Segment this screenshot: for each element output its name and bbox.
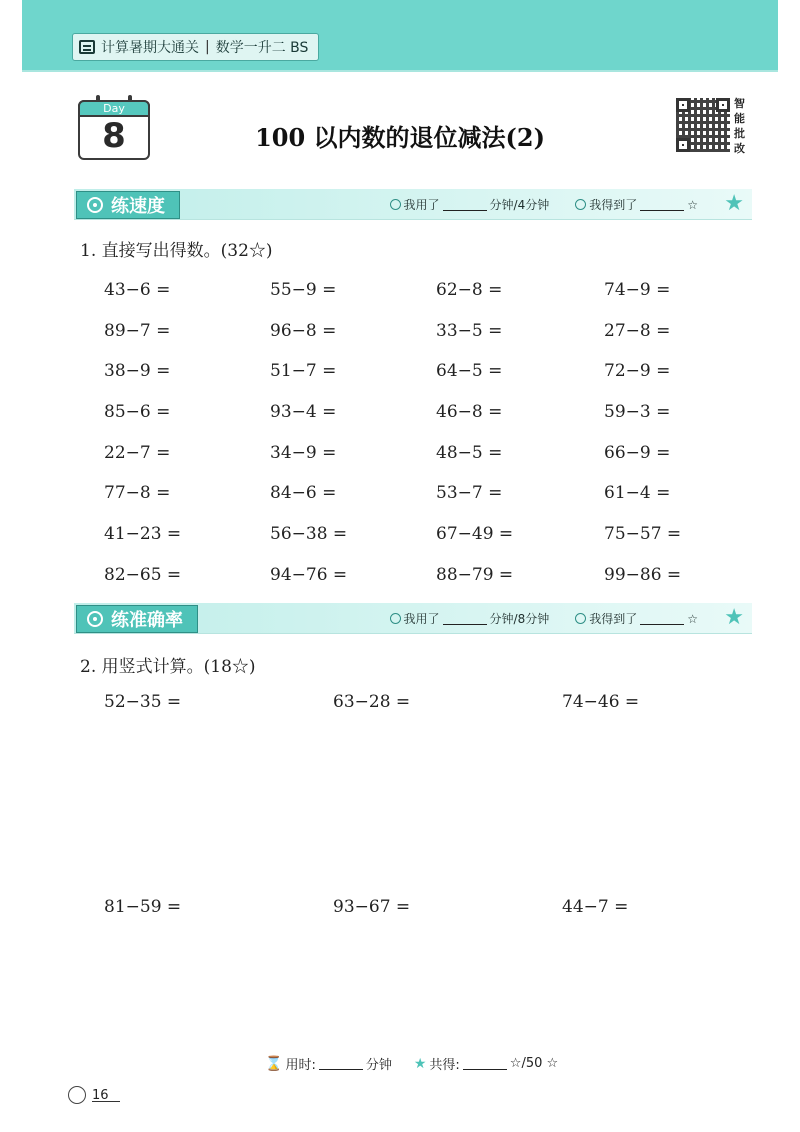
footer-time-blank[interactable]: [319, 1057, 363, 1070]
vertical-problem: 63−28 =: [333, 692, 411, 712]
footer-time-label: 用时:: [285, 1058, 316, 1073]
section-accuracy: [74, 603, 752, 634]
question-2-row-2: [104, 897, 704, 917]
arithmetic-problem: 72−9 =: [604, 361, 671, 382]
vertical-problem: 81−59 =: [104, 897, 182, 917]
qr-corner: [716, 98, 730, 112]
arithmetic-problem: 34−9 =: [270, 442, 337, 463]
qr-code-icon[interactable]: [676, 98, 730, 152]
arithmetic-problem: 43−6 =: [104, 280, 171, 300]
stopwatch-icon: [87, 197, 103, 213]
arithmetic-problem: 84−6 =: [270, 483, 337, 504]
star-icon: ★: [413, 1055, 427, 1072]
check-icon: [575, 199, 586, 210]
series-separator: |: [205, 39, 210, 55]
arithmetic-problem: 77−8 =: [104, 483, 171, 504]
arithmetic-problem: 89−7 =: [104, 320, 171, 341]
page-number-text: 16: [92, 1087, 109, 1103]
arithmetic-problem: 82−65 =: [104, 564, 182, 585]
target-icon: [87, 611, 103, 627]
section-speed-text: 练速度: [111, 196, 165, 217]
arithmetic-problem: 94−76 =: [270, 564, 348, 585]
arithmetic-problem: 56−38 =: [270, 524, 348, 545]
footer-total-label: 共得:: [429, 1058, 460, 1073]
arithmetic-problem: 99−86 =: [604, 564, 682, 585]
arithmetic-problem: 85−6 =: [104, 402, 171, 423]
star-icon: ☆: [687, 611, 698, 626]
score: [575, 610, 698, 627]
arithmetic-problem: 38−9 =: [104, 361, 171, 382]
star-icon: ★: [724, 191, 744, 216]
time-blank[interactable]: [443, 612, 487, 625]
score-blank[interactable]: [640, 612, 684, 625]
grade-label: 数学一升二 BS: [215, 40, 309, 56]
clock-icon: [390, 613, 401, 624]
question-1-title: 1. 直接写出得数。(32☆): [80, 241, 273, 261]
section-speed-label: [76, 191, 180, 219]
vertical-problem: 93−67 =: [333, 897, 411, 917]
arithmetic-problem: 88−79 =: [436, 564, 514, 585]
time-used: [390, 196, 550, 213]
arithmetic-problem: 55−9 =: [270, 280, 337, 300]
score-label: 我得到了: [589, 198, 638, 212]
footer-total-unit: ☆/50 ☆: [509, 1056, 559, 1071]
star-icon: ★: [724, 605, 744, 630]
arithmetic-problem: 22−7 =: [104, 442, 171, 463]
vertical-problem: 44−7 =: [562, 897, 629, 917]
footer-time: [265, 1054, 392, 1073]
arithmetic-problem: 93−4 =: [270, 402, 337, 423]
arithmetic-problem: 53−7 =: [436, 483, 503, 504]
series-tag: [72, 33, 319, 61]
qr-corner: [676, 138, 690, 152]
score-label: 我得到了: [589, 612, 638, 626]
book-icon: [79, 40, 95, 54]
vertical-problem: 74−46 =: [562, 692, 640, 712]
time-limit: 分钟/4分钟: [489, 198, 550, 212]
section-speed-meta: [390, 196, 698, 213]
time-limit: 分钟/8分钟: [489, 612, 550, 626]
sun-icon: [68, 1086, 86, 1104]
arithmetic-problem: 27−8 =: [604, 320, 671, 341]
footer-total: [414, 1054, 558, 1073]
section-accuracy-meta: [390, 610, 698, 627]
arithmetic-problem: 66−9 =: [604, 442, 671, 463]
page-underline: [92, 1101, 120, 1102]
hourglass-icon: ⌛: [265, 1055, 283, 1072]
section-speed: [74, 189, 752, 220]
star-icon: ☆: [687, 197, 698, 212]
arithmetic-problem: 48−5 =: [436, 442, 503, 463]
arithmetic-problem: 62−8 =: [436, 280, 503, 300]
arithmetic-problem: 67−49 =: [436, 524, 514, 545]
question-2-title: 2. 用竖式计算。(18☆): [80, 657, 256, 677]
arithmetic-problem: 46−8 =: [436, 402, 503, 423]
arithmetic-problem: 75−57 =: [604, 524, 682, 545]
arithmetic-problem: 61−4 =: [604, 483, 671, 504]
clock-icon: [390, 199, 401, 210]
time-used-label: 我用了: [403, 198, 440, 212]
section-accuracy-label: [76, 605, 198, 633]
score: [575, 196, 698, 213]
time-used: [390, 610, 550, 627]
day-number: 8: [102, 116, 126, 156]
qr-label: 智能批改: [734, 97, 745, 155]
time-blank[interactable]: [443, 198, 487, 211]
arithmetic-problem: 59−3 =: [604, 402, 671, 423]
arithmetic-problem: 74−9 =: [604, 280, 671, 300]
page-title: 100 以内数的退位减法(2): [255, 123, 545, 152]
footer-total-blank[interactable]: [463, 1057, 507, 1070]
question-2-row-1: [104, 692, 704, 712]
arithmetic-problem: 33−5 =: [436, 320, 503, 341]
footer-summary: [265, 1054, 558, 1073]
qr-corner: [676, 98, 690, 112]
vertical-problem: 52−35 =: [104, 692, 182, 712]
series-name: 计算暑期大通关: [101, 40, 199, 56]
arithmetic-problem: 64−5 =: [436, 361, 503, 382]
footer-time-unit: 分钟: [365, 1058, 392, 1073]
section-accuracy-text: 练准确率: [111, 610, 183, 631]
arithmetic-problem: 96−8 =: [270, 320, 337, 341]
arithmetic-problem: 51−7 =: [270, 361, 337, 382]
check-icon: [575, 613, 586, 624]
score-blank[interactable]: [640, 198, 684, 211]
time-used-label: 我用了: [403, 612, 440, 626]
day-label: Day: [78, 100, 150, 117]
arithmetic-problem: 41−23 =: [104, 524, 182, 545]
question-1-grid: [104, 280, 744, 606]
